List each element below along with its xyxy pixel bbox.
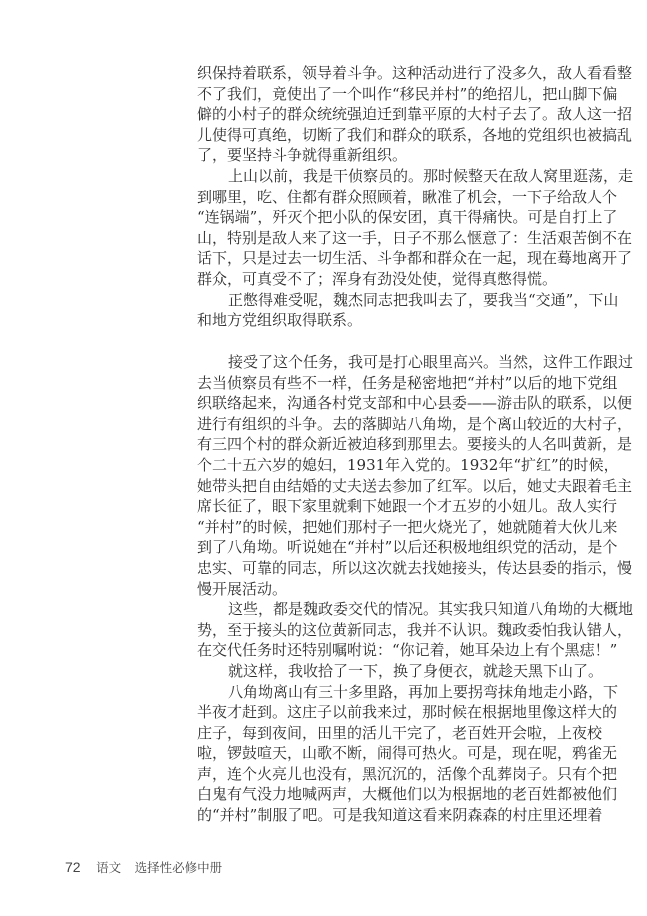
text-line: “连锅端”，歼灭个把小队的保安团，真干得痛快。可是自打上了 (197, 208, 618, 227)
text-line: 八角坳离山有三十多里路，再加上要拐弯抹角地走小路，下 (228, 682, 619, 701)
text-line: 有三四个村的群众新近被迫移到那里去。要接头的人名叫黄新，是 (197, 435, 633, 454)
text-line: 在交代任务时还特别嘱咐说：“你记着，她耳朵边上有个黑痣！” (197, 641, 618, 660)
text-line: 不了我们，竟使出了一个叫作“移民并村”的绝招儿，把山脚下偏 (197, 84, 618, 103)
text-line: 的“并村”制服了吧。可是我知道这看来阴森森的村庄里还埋着 (197, 806, 603, 825)
text-line: 接受了这个任务，我可是打心眼里高兴。当然，这件工作跟过 (228, 353, 634, 371)
text-line: 到了八角坳。听说她在“并村”以后还积极地组织党的活动，是个 (197, 538, 618, 557)
paragraph (197, 682, 619, 826)
text-line: 忠实、可靠的同志，所以这次就去找她接头，传达县委的指示，慢 (197, 558, 633, 577)
text-line: 声，连个火亮儿也没有，黑沉沉的，活像个乱葬岗子。只有个把 (197, 764, 618, 783)
text-line: 白鬼有气没力地喊两声，大概他们以为根据地的老百姓都被他们 (197, 785, 618, 804)
text-line: 了，要坚持斗争就得重新组织。 (197, 146, 408, 165)
text-line: 去当侦察员有些不一样，任务是秘密地把“并村”以后的地下党组 (197, 373, 618, 392)
text-line: 和地方党组织取得联系。 (197, 311, 363, 330)
text-line: 织联络起来，沟通各村党支部和中心县委——游击队的联系，以便 (197, 394, 633, 413)
text-line: 进行有组织的斗争。去的落脚站八角坳，是个离山较近的大村子， (197, 414, 633, 433)
text-line: 席长征了，眼下家里就剩下她跟一个才五岁的小妞儿。敌人实行 (197, 497, 618, 516)
paragraph (197, 290, 619, 331)
text-line: 山，特别是敌人来了这一手，日子不那么惬意了：生活艰苦倒不在 (197, 228, 633, 247)
subject-label: 语文 (96, 860, 122, 875)
text-line: 半夜才赶到。这庄子以前我来过，那时候在根据地里像这样大的 (197, 703, 618, 722)
page-number: 72 (65, 859, 81, 875)
text-line: 势，至于接头的这位黄新同志，我并不认识。魏政委怕我认错人， (197, 620, 633, 639)
text-line: 她带头把自由结婚的丈夫送去参加了红军。以后，她丈夫跟着毛主 (197, 476, 633, 495)
text-line: 就这样，我收拾了一下，换了身便衣，就趁天黑下山了。 (228, 661, 604, 680)
text-line: 织保持着联系，领导着斗争。这种活动进行了没多久，敌人看看整 (197, 64, 633, 82)
text-block-upper (197, 63, 634, 331)
text-line: 到哪里，吃、住都有群众照顾着，瞅准了机会，一下子给敌人个 (197, 187, 618, 206)
text-line: 群众，可真受不了；浑身有劲没处使，觉得真憋得慌。 (197, 269, 558, 288)
text-line: 庄子，每到夜间，田里的活儿干完了，老百姓开会啦，上夜校 (197, 723, 603, 742)
page-footer (65, 858, 232, 876)
text-line: 啦，锣鼓喧天，山歌不断，闹得可热火。可是，现在呢，鸦雀无 (197, 744, 618, 763)
book-title: 选择性必修中册 (134, 860, 223, 875)
paragraph (197, 166, 634, 290)
paragraph (197, 352, 634, 599)
text-line: 个二十五六岁的媳妇，1931年入党的。1932年“扩红”的时候， (197, 455, 619, 474)
text-line: 话下，只是过去一切生活、斗争都和群众在一起，现在蓦地离开了 (197, 249, 633, 268)
text-line: 僻的小村子的群众统统强迫迁到靠平原的大村子去了。敌人这一招 (197, 105, 633, 124)
text-line: 儿使得可真绝，切断了我们和群众的联系，各地的党组织也被搞乱 (197, 125, 633, 144)
text-line: 上山以前，我是干侦察员的。那时候整天在敌人窝里逛荡，走 (228, 166, 634, 185)
paragraph (197, 661, 604, 682)
text-line: “并村”的时候，把她们那村子一把火烧光了，她就随着大伙儿来 (197, 517, 618, 536)
text-line: 这些，都是魏政委交代的情况。其实我只知道八角坳的大概地 (228, 600, 634, 619)
paragraph (197, 599, 634, 661)
text-line: 慢开展活动。 (197, 579, 288, 598)
paragraph (197, 63, 633, 166)
text-block-lower (197, 352, 634, 826)
text-line: 正憋得难受呢，魏杰同志把我叫去了，要我当“交通”，下山 (228, 290, 619, 309)
